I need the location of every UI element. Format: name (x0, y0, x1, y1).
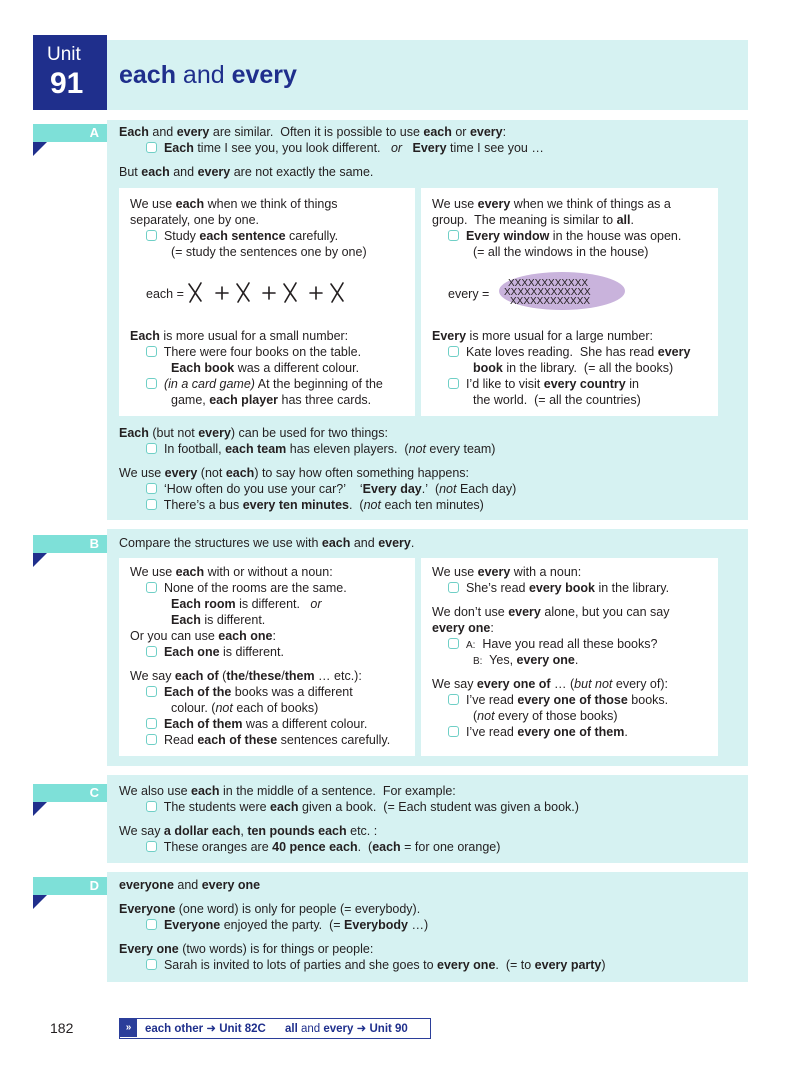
b-each-example-5: Read each of these sentences carefully. (146, 732, 390, 748)
every-diagram-label: every = (448, 287, 490, 301)
each-diagram (185, 280, 350, 306)
b-every-example-1: She’s read every book in the library. (448, 580, 669, 596)
every-box-example-3: I’d like to visit every country in (448, 376, 639, 392)
ref-all-every-link[interactable]: all and every ➜ Unit 90 (285, 1023, 408, 1035)
every-box-line-2: group. The meaning is similar to all. (432, 213, 634, 227)
b-every-example-2: A: Have you read all these books? (448, 636, 657, 654)
c-line-2: We say a dollar each, ten pounds each etc. : (119, 824, 378, 838)
page-number: 182 (50, 1020, 74, 1036)
every-box-line-3: Every is more usual for a large number: (432, 329, 653, 343)
b-each-example-3b: colour. (not each of books) (171, 701, 319, 715)
each-box-line-2: separately, one by one. (130, 213, 260, 227)
a-intro-line: Each and every are similar. Often it is possible to use each or every: (119, 125, 507, 139)
each-box-line-1: We use each when we think of things (130, 197, 338, 211)
c-line-1: We also use each in the middle of a sentence. For example: (119, 784, 456, 798)
d-example-2: Sarah is invited to lots of parties and she goes to every one. (= to every party) (146, 957, 606, 973)
section-c-marker (33, 802, 47, 816)
b-each-example-4: Each of them was a different colour. (146, 716, 367, 732)
unit-label: Unit (47, 44, 81, 65)
each-box-example-3b: game, each player has three cards. (171, 393, 372, 407)
each-box-example-2b: Each book was a different colour. (171, 361, 360, 375)
double-chevron-icon: » (120, 1019, 137, 1037)
a-how-often-line: We use every (not each) to say how often something happens: (119, 466, 470, 480)
b-every-example-2b: B: Yes, every one. (473, 653, 579, 667)
a-two-things-line: Each (but not every) can be used for two things: (119, 426, 388, 440)
section-b-tab: B (33, 535, 107, 553)
b-every-line-1: We use every with a noun: (432, 565, 582, 579)
b-intro-line: Compare the structures we use with each and every. (119, 536, 415, 550)
c-example-2: These oranges are 40 pence each. (each = for one orange) (146, 839, 500, 855)
every-box-example-2: Kate loves reading. She has read every (448, 344, 690, 360)
a-how-often-example-1: ‘How often do you use your car?’ ‘Every day.’ (not Each day) (146, 481, 516, 497)
page-title: each and every (119, 61, 297, 89)
section-d-marker (33, 895, 47, 909)
section-b-marker (33, 553, 47, 567)
d-heading: everyone and every one (119, 878, 261, 892)
d-example-1: Everyone enjoyed the party. (= Everybody …) (146, 917, 428, 933)
section-a-tab: A (33, 124, 107, 142)
every-box-example: Every window in the house was open. (448, 228, 681, 244)
every-box-example-3b: the world. (= all the countries) (473, 393, 641, 407)
b-each-example-3: Each of the books was a different (146, 684, 353, 700)
b-each-example-1: None of the rooms are the same. (146, 580, 347, 596)
unit-badge (33, 35, 107, 110)
section-c-tab: C (33, 784, 107, 802)
svg-text:XXXXXXXXXXXX: XXXXXXXXXXXX (508, 278, 589, 289)
every-diagram (498, 271, 626, 311)
b-each-example-1b: Each room is different. or (171, 597, 322, 611)
each-diagram-label: each = (146, 287, 184, 301)
section-a-marker (33, 142, 47, 156)
b-every-line-2: We don’t use every alone, but you can say (432, 605, 670, 619)
b-each-example-2: Each one is different. (146, 644, 284, 660)
b-every-line-4: We say every one of … (but not every of): (432, 677, 668, 691)
b-each-example-1c: Each is different. (171, 613, 266, 627)
section-d-tab: D (33, 877, 107, 895)
each-box-example-3: (in a card game) At the beginning of the (146, 376, 383, 392)
arrow-right-icon: ➜ (356, 1023, 367, 1035)
every-box-example-2b: book in the library. (= all the books) (473, 361, 674, 375)
b-every-example-4: I’ve read every one of them. (448, 724, 628, 740)
cross-reference-box (119, 1018, 431, 1039)
b-each-line-3: We say each of (the/these/them … etc.): (130, 669, 362, 683)
b-each-line-1: We use each with or without a noun: (130, 565, 333, 579)
every-box-example-note: (= all the windows in the house) (473, 245, 649, 259)
b-every-line-3: every one: (432, 621, 494, 635)
svg-text:XXXXXXXXXXXX: XXXXXXXXXXXX (510, 296, 591, 307)
a-example-1: Each time I see you, you look different. or Every time I see you … (146, 140, 544, 156)
b-each-line-2: Or you can use each one: (130, 629, 276, 643)
each-box-example-2: There were four books on the table. (146, 344, 361, 360)
ref-each-other-link[interactable]: each other ➜ Unit 82C (145, 1023, 266, 1035)
a-two-things-example: In football, each team has eleven players. (not every team) (146, 441, 495, 457)
a-how-often-example-2: There’s a bus every ten minutes. (not each ten minutes) (146, 497, 484, 513)
d-line-1: Everyone (one word) is only for people (= everybody). (119, 902, 421, 916)
each-box-line-3: Each is more usual for a small number: (130, 329, 349, 343)
svg-text:XXXXXXXXXXXXX: XXXXXXXXXXXXX (504, 287, 591, 298)
b-every-example-3: I’ve read every one of those books. (448, 692, 668, 708)
a-intro-line-2: But each and every are not exactly the same. (119, 165, 374, 179)
arrow-right-icon: ➜ (206, 1023, 217, 1035)
each-box-example: Study each sentence carefully. (146, 228, 338, 244)
b-every-example-3b: (not every of those books) (473, 709, 618, 723)
c-example-1: The students were each given a book. (= Each student was given a book.) (146, 799, 579, 815)
d-line-2: Every one (two words) is for things or people: (119, 942, 374, 956)
unit-number: 91 (50, 67, 84, 100)
every-box-line-1: We use every when we think of things as a (432, 197, 671, 211)
each-box-example-note: (= study the sentences one by one) (171, 245, 367, 259)
